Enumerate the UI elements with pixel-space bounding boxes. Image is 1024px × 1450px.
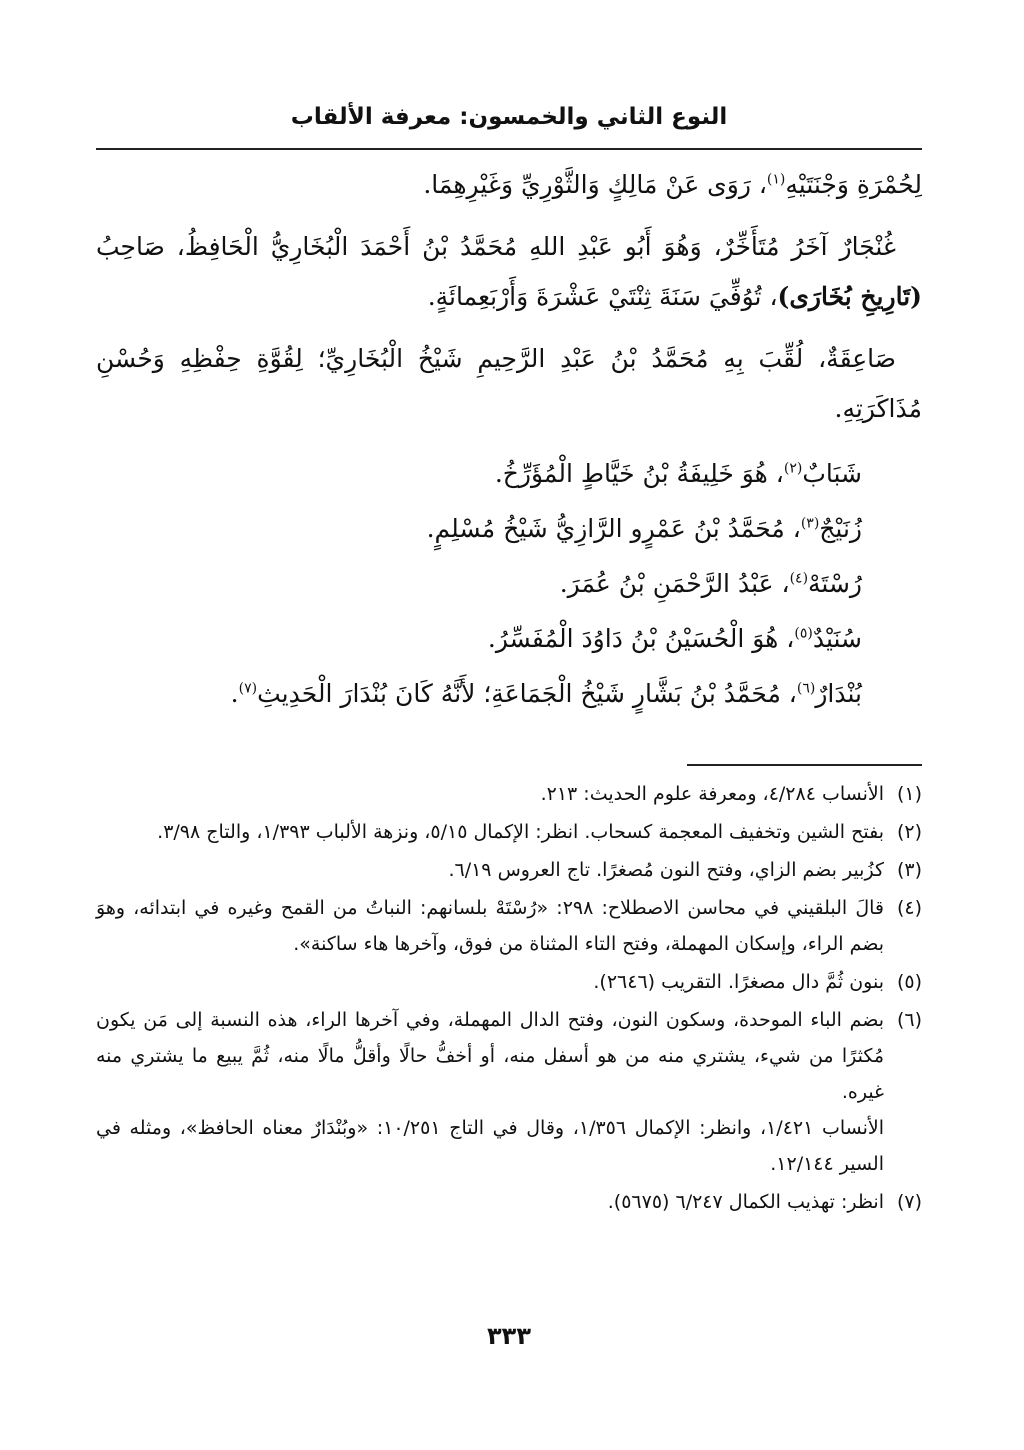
entry-text: ، مُحَمَّدُ بْنُ عَمْرٍو الرَّازِيُّ شَيْخُ مُسْلِمٍ. xyxy=(426,514,801,543)
entry-word: سُنَيْدٌ xyxy=(812,624,862,653)
main-text xyxy=(96,160,922,721)
footnote-3 xyxy=(96,852,922,888)
footnote-number: (٣) xyxy=(896,859,922,881)
entry-word: شَبَابٌ xyxy=(802,459,862,488)
footnote-body xyxy=(96,814,884,850)
footnote-6 xyxy=(96,1002,922,1182)
footnote-text: كزُبير بضم الزاي، وفتح النون مُصغرًا. تاج العروس ٦/١٩. xyxy=(448,859,884,881)
footnote-text-continued: الأنساب ١/٤٢١، وانظر: الإكمال ١/٣٥٦، وقال في التاج ١٠/٢٥١: «وبُنْدَارٌ معناه الحافظ»، ومثله في السير ١٢/١٤٤. xyxy=(96,1117,884,1175)
footnote-text: بنون ثُمَّ دال مصغرًا. التقريب (٢٦٤٦). xyxy=(593,971,884,993)
footnote-body xyxy=(96,890,884,962)
footnote-7 xyxy=(96,1184,922,1220)
running-header: النوع الثاني والخمسون: معرفة الألقاب xyxy=(290,104,728,130)
entry-sunayd xyxy=(96,611,862,666)
footnote-body xyxy=(96,852,884,888)
footnote-ref-6: (٦) xyxy=(796,680,816,697)
entry-bundar xyxy=(96,666,862,721)
entry-tail: . xyxy=(230,679,239,708)
footnote-body xyxy=(96,776,884,812)
entry-word: رُسْتَهْ xyxy=(808,569,862,598)
footnotes xyxy=(96,776,922,1222)
footnote-ref-1: (١) xyxy=(766,171,786,188)
entry-text: ، هُوَ خَلِيفَةُ بْنُ خَيَّاطٍ الْمُؤَرِّخُ. xyxy=(494,459,784,488)
footnote-ref-7: (٧) xyxy=(238,680,258,697)
entry-text: ، هُوَ الْحُسَيْنُ بْنُ دَاوُدَ الْمُفَسِّرُ. xyxy=(487,624,795,653)
footnote-text: بفتح الشين وتخفيف المعجمة كسحاب. انظر: الإكمال ٥/١٥، ونزهة الألباب ١/٣٩٣، والتاج ٣/٩٨. xyxy=(157,821,884,843)
footnote-1 xyxy=(96,776,922,812)
paragraph-1 xyxy=(96,160,922,210)
footnote-text: قالَ البلقيني في محاسن الاصطلاح: ٢٩٨: «رُسْتَهْ بلسانهم: النباتُ من القمح وغيره في ابتدائه، وهوَ بضم الراء، وإسكان المهملة، وفتح التاء المثناة من فوق، وآخرها هاء ساكنة». xyxy=(96,897,884,955)
footnote-number: (٧) xyxy=(896,1191,922,1213)
footnote-ref-5: (٥) xyxy=(794,625,813,642)
footnote-ref-2: (٢) xyxy=(783,460,803,477)
footnote-4 xyxy=(96,890,922,962)
footnote-number: (١) xyxy=(896,783,922,805)
entry-word: زُنَيْجٌ xyxy=(819,514,862,543)
footnote-body xyxy=(96,964,884,1000)
entry-word: بُنْدَارٌ xyxy=(815,679,862,708)
footnote-text: بضم الباء الموحدة، وسكون النون، وفتح الدال المهملة، وفي آخرها الراء، هذه النسبة إلى مَن يكون مُكثرًا من شيء، يشتري منه من هو أسفل منه، أو أخفُّ حالًا وأقلُّ مالًا منه، ثُمَّ يبيع ما يشتري منه غيره. xyxy=(96,1009,884,1103)
entry-rustah xyxy=(96,556,862,611)
paragraph-2-text-a: غُنْجَارٌ آخَرُ مُتَأَخِّرٌ، وَهُوَ أَبُو عَبْدِ اللهِ مُحَمَّدُ بْنُ أَحْمَدَ الْبُخَارِيُّ الْحَافِظُ، صَاحِبُ xyxy=(96,232,896,261)
footnote-2 xyxy=(96,814,922,850)
paragraph-1-text-a: لِحُمْرَةِ وَجْنَتَيْهِ xyxy=(785,170,922,199)
entry-zunayj xyxy=(96,501,862,556)
footnote-body xyxy=(96,1002,884,1182)
paragraph-2 xyxy=(96,222,922,322)
footnote-number: (٦) xyxy=(896,1009,922,1031)
page-number: ٣٣٣ xyxy=(487,1322,531,1350)
footnote-number: (٥) xyxy=(896,971,922,993)
paragraph-1-text-b: ، رَوَى عَنْ مَالِكٍ وَالثَّوْرِيِّ وَغَيْرِهِمَا. xyxy=(423,170,767,199)
entry-text: ، عَبْدُ الرَّحْمَنِ بْنُ عُمَرَ. xyxy=(559,569,790,598)
footnote-separator xyxy=(687,764,922,766)
footnote-number: (٤) xyxy=(896,897,922,919)
header-rule xyxy=(96,148,922,150)
paragraph-2-text-b: ، تُوُفِّيَ سَنَةَ ثِنْتَيْ عَشْرَةَ وَأَرْبَعِمائَةٍ. xyxy=(427,282,778,311)
footnote-text: الأنساب ٤/٢٨٤، ومعرفة علوم الحديث: ٢١٣. xyxy=(540,783,884,805)
footnote-5 xyxy=(96,964,922,1000)
book-title-tarikh-bukhara: (تَارِيخِ بُخَارَى) xyxy=(777,282,922,311)
footnote-ref-3: (٣) xyxy=(800,515,820,532)
entry-text: ، مُحَمَّدُ بْنُ بَشَّارٍ شَيْخُ الْجَمَاعَةِ؛ لأَنَّهُ كَانَ بُنْدَارَ الْحَدِيثِ xyxy=(257,679,797,708)
entry-shabab xyxy=(96,446,862,501)
paragraph-3: صَاعِقَةٌ، لُقِّبَ بِهِ مُحَمَّدُ بْنُ عَبْدِ الرَّحِيمِ شَيْخُ الْبُخَارِيِّ؛ لِقُوَّةِ حِفْظِهِ وَحُسْنِ مُذَاكَرَتِهِ. xyxy=(96,344,922,423)
footnote-ref-4: (٤) xyxy=(789,570,809,587)
footnote-number: (٢) xyxy=(896,821,922,843)
footnote-text: انظر: تهذيب الكمال ٦/٢٤٧ (٥٦٧٥). xyxy=(607,1191,884,1213)
footnote-body xyxy=(96,1184,884,1220)
